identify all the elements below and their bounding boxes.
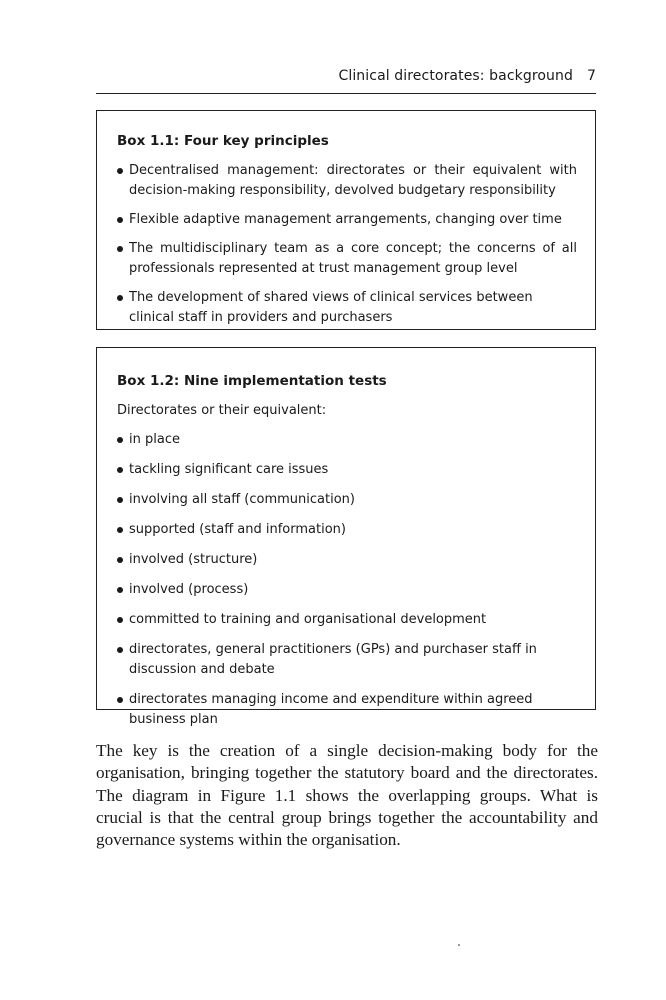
bullet-icon: [117, 557, 123, 563]
list-item-text: involving all staff (communication): [129, 492, 355, 507]
list-item: [117, 550, 577, 570]
header-rule: [96, 93, 596, 94]
box-title: Box 1.1: Four key principles: [117, 133, 329, 149]
bullet-icon: [117, 617, 123, 623]
body-paragraph: The key is the creation of a single decision-making body for the organisation, bringing together the statutory board and the directorates. The diagram in Figure 1.1 shows the overlapping groups. What is crucial is that the central group brings together the accountability and governance systems within the organisation.: [96, 741, 598, 850]
list-item-text: directorates managing income and expenditure within agreed business plan: [129, 692, 533, 727]
list-item: [117, 460, 577, 480]
list-item: [117, 640, 577, 680]
bullet-icon: [117, 527, 123, 533]
list-item-text: in place: [129, 432, 180, 447]
list-item-text: Flexible adaptive management arrangements, changing over time: [129, 212, 562, 227]
bullet-icon: [117, 467, 123, 473]
list-item-text: Decentralised management: directorates or their equivalent with decision-making responsibility, devolved budgetary responsibility: [129, 163, 577, 198]
list-item-text: committed to training and organisational development: [129, 612, 487, 627]
bullet-icon: [117, 217, 123, 223]
box-title: Box 1.2: Nine implementation tests: [117, 373, 387, 389]
bullet-icon: [117, 587, 123, 593]
list-item: [117, 490, 577, 510]
bullet-icon: [117, 437, 123, 443]
list-item: [117, 161, 577, 201]
bullet-icon: [117, 697, 123, 703]
list-item-text: directorates, general practitioners (GPs) and purchaser staff in discussion and debate: [129, 642, 537, 677]
list-item: [117, 610, 577, 630]
bullet-icon: [117, 246, 123, 252]
bullet-icon: [117, 497, 123, 503]
bullet-list: [117, 161, 577, 328]
list-item: [117, 430, 577, 450]
box-four-key-principles: [96, 110, 596, 330]
list-item: [117, 690, 577, 730]
bullet-list: [117, 430, 577, 730]
list-item-text: involved (structure): [129, 552, 258, 567]
list-item: [117, 210, 577, 230]
list-item-text: The multidisciplinary team as a core concept; the concerns of all professionals represented at trust management group level: [129, 241, 577, 276]
list-item: [117, 520, 577, 540]
page-number: 7: [586, 68, 596, 84]
list-item-text: supported (staff and information): [129, 522, 346, 537]
bullet-icon: [117, 647, 123, 653]
box-nine-implementation-tests: [96, 347, 596, 727]
running-head: [96, 68, 596, 84]
bullet-icon: [117, 168, 123, 174]
list-item: [117, 239, 577, 279]
list-item-text: tackling significant care issues: [129, 462, 329, 477]
list-item: [117, 580, 577, 600]
bullet-icon: [117, 295, 123, 301]
list-item-text: involved (process): [129, 582, 249, 597]
box-intro: Directorates or their equivalent:: [117, 403, 327, 418]
list-item-text: The development of shared views of clinical services between clinical staff in providers and purchasers: [129, 290, 533, 325]
list-item: [117, 288, 577, 328]
scan-speck: [458, 944, 460, 946]
running-title: Clinical directorates: background: [338, 68, 573, 84]
